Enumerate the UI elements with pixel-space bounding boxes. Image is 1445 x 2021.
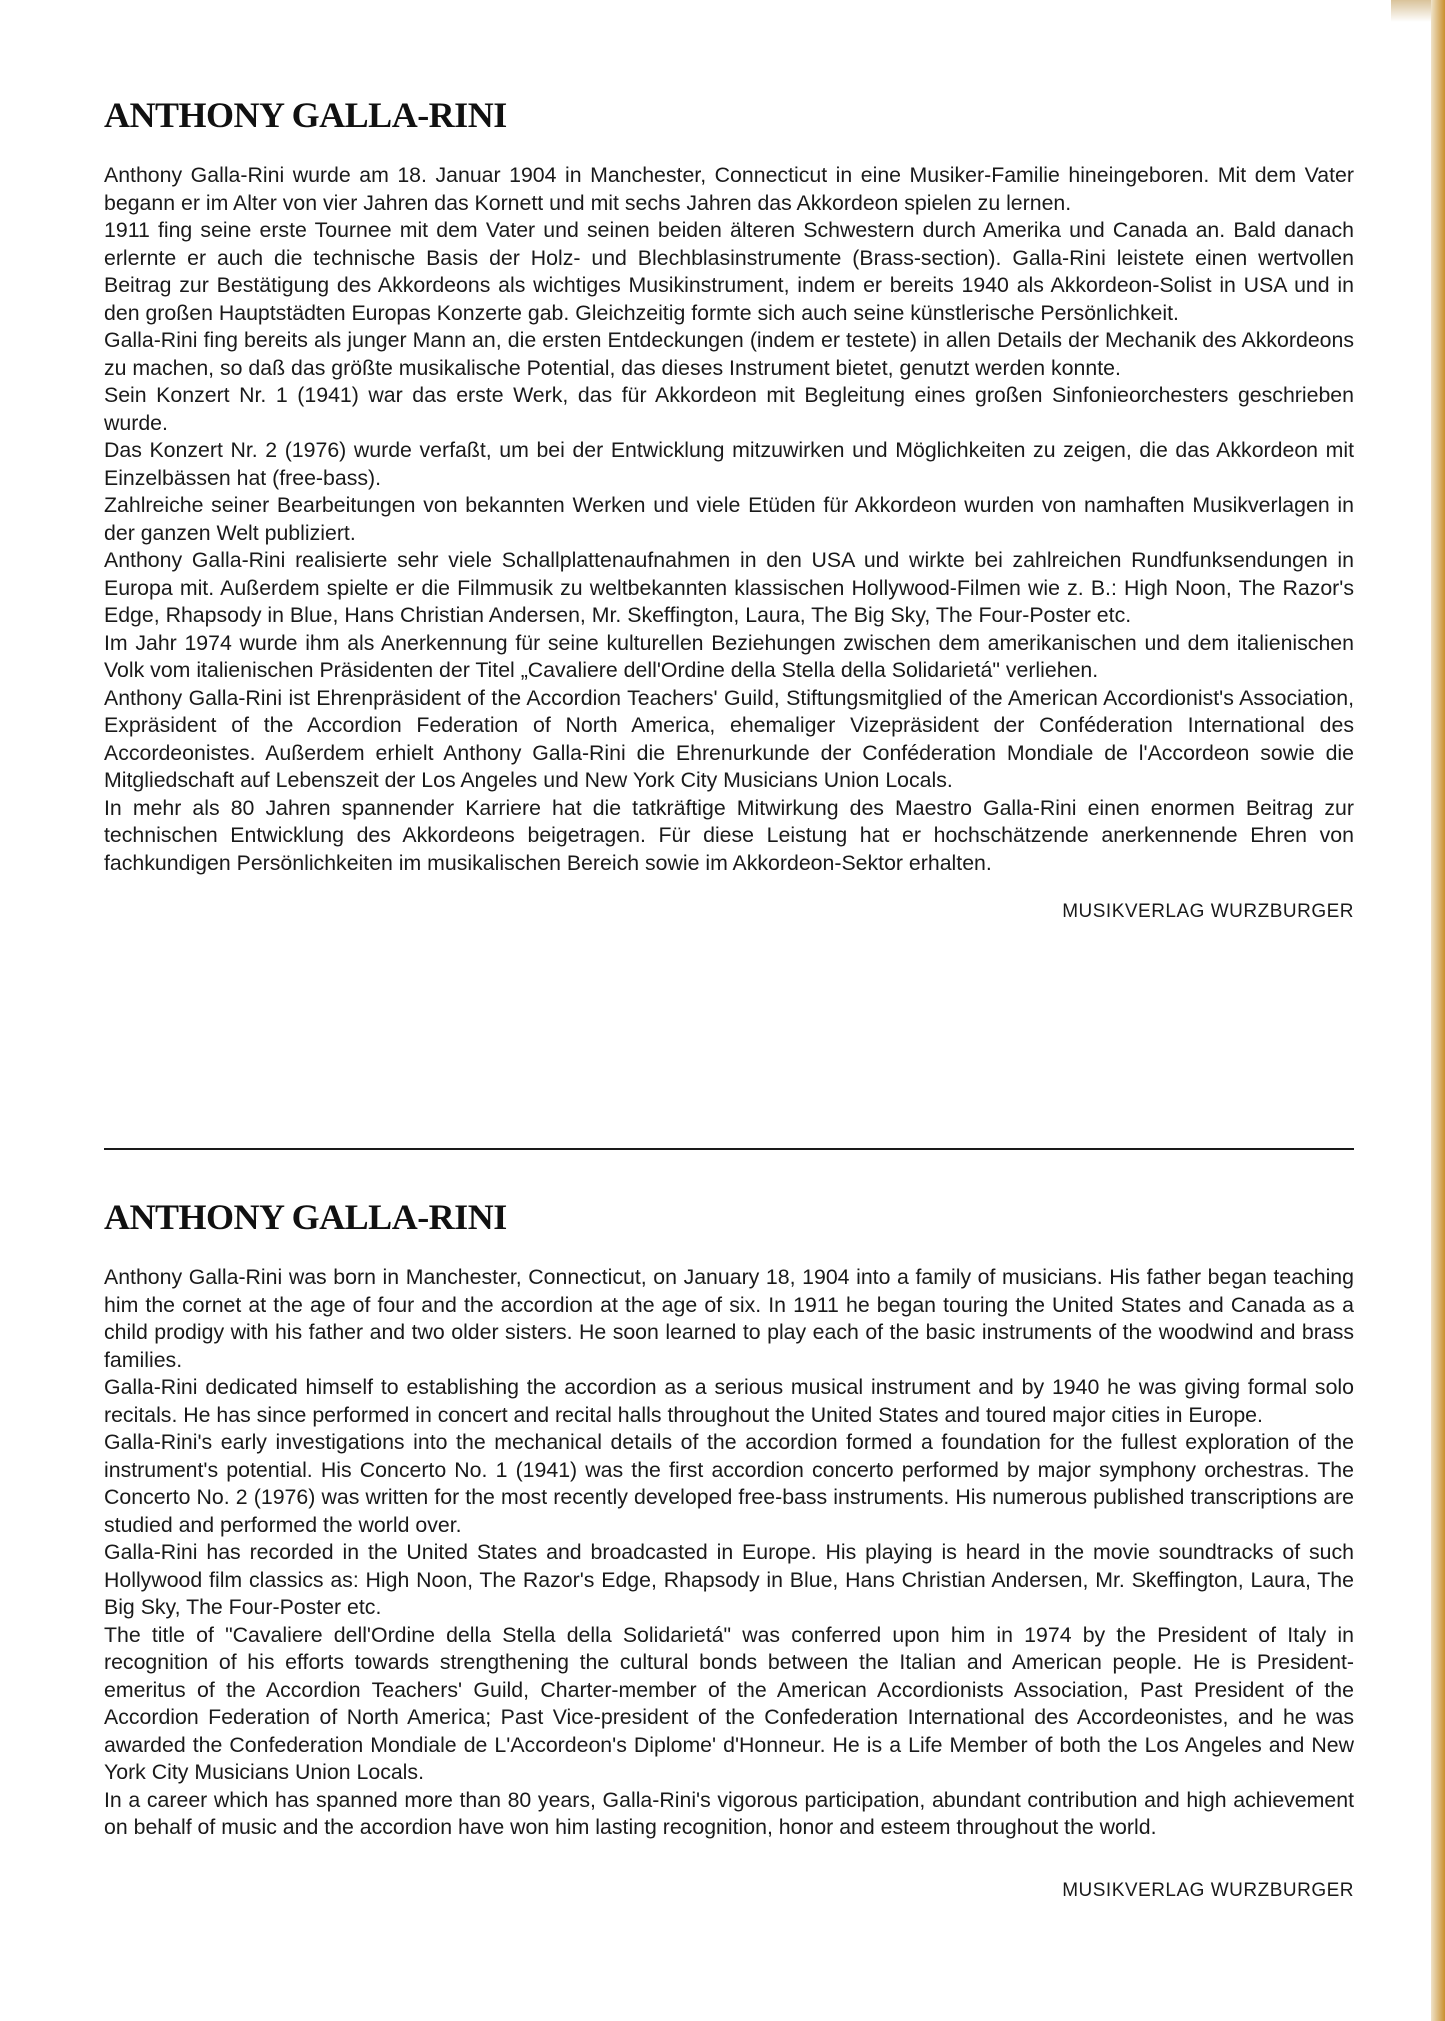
german-paragraph-3: Galla-Rini fing bereits als junger Mann an, die ersten Entdeckungen (indem er testete) in allen Details der Mechanik des Akkordeons zu machen, so daß das größte musikalische Potential, das dieses Instrument bietet, genutzt werden konnte.	[104, 328, 1354, 380]
page-edge-shadow	[1391, 0, 1431, 22]
german-paragraph-4: Sein Konzert Nr. 1 (1941) war das erste Werk, das für Akkordeon mit Begleitung eines großen Sinfonieorchesters geschrieben wurde.	[104, 383, 1354, 435]
section-divider	[104, 1148, 1354, 1150]
english-paragraph-6: In a career which has spanned more than 80 years, Galla-Rini's vigorous participation, abundant contribution and high achievement on behalf of music and the accordion have won him lasting recognition, honor and esteem throughout the world.	[104, 1787, 1354, 1839]
page-edge	[1431, 0, 1445, 2021]
german-paragraph-2: 1911 fing seine erste Tournee mit dem Vater und seinen beiden älteren Schwestern durch Amerika und Canada an. Bald danach erlernte er auch die technische Basis der Holz- und Blechblasinstrumente (Brass-section). Galla-Rini leistete einen wertvollen Beitrag zur Bestätigung des Akkordeons als wichtiges Musikinstrument, indem er bereits 1940 als Akkordeon-Solist in USA und in den großen Hauptstädten Europas Konzerte gab. Gleichzeitig formte sich auch seine künstlerische Persönlichkeit.	[104, 218, 1354, 325]
german-paragraph-1: Anthony Galla-Rini wurde am 18. Januar 1904 in Manchester, Connecticut in eine Musiker-Familie hineingeboren. Mit dem Vater begann er im Alter von vier Jahren das Kornett und mit sechs Jahren das Akkordeon spielen zu lernen.	[104, 163, 1354, 215]
english-title: ANTHONY GALLA-RINI	[104, 1197, 507, 1237]
german-paragraph-8: Im Jahr 1974 wurde ihm als Anerkennung für seine kulturellen Beziehungen zwischen dem amerikanischen und dem italienischen Volk vom italienischen Präsidenten der Titel „Cavaliere dell'Ordine della Stella della Solidarietá" verliehen.	[104, 630, 1354, 682]
german-paragraph-7: Anthony Galla-Rini realisierte sehr viele Schallplattenaufnahmen in den USA und wirkte bei zahlreichen Rundfunksendungen in Europa mit. Außerdem spielte er die Filmmusik zu weltbekannten klassischen Hollywood-Filmen wie z. B.: High Noon, The Razor's Edge, Rhapsody in Blue, Hans Christian Andersen, Mr. Skeffington, Laura, The Big Sky, The Four-Poster etc.	[104, 548, 1354, 627]
english-paragraph-4: Galla-Rini has recorded in the United States and broadcasted in Europe. His playing is heard in the movie soundtracks of such Hollywood film classics as: High Noon, The Razor's Edge, Rhapsody in Blue, Hans Christian Andersen, Mr. Skeffington, Laura, The Big Sky, The Four-Poster etc.	[104, 1540, 1354, 1619]
english-paragraph-2: Galla-Rini dedicated himself to establishing the accordion as a serious musical instrument and by 1940 he was giving formal solo recitals. He has since performed in concert and recital halls throughout the United States and toured major cities in Europe.	[104, 1375, 1354, 1427]
german-section	[104, 94, 1354, 923]
german-publisher: MUSIKVERLAG WURZBURGER	[1062, 901, 1354, 922]
english-paragraph-1: Anthony Galla-Rini was born in Manchester, Connecticut, on January 18, 1904 into a family of musicians. His father began teaching him the cornet at the age of four and the accordion at the age of six. In 1911 he began touring the United States and Canada as a child prodigy with his father and two older sisters. He soon learned to play each of the basic instruments of the woodwind and brass families.	[104, 1265, 1354, 1372]
german-title: ANTHONY GALLA-RINI	[104, 95, 507, 135]
german-paragraph-10: In mehr als 80 Jahren spannender Karriere hat die tatkräftige Mitwirkung des Maestro Galla-Rini einen enormen Beitrag zur technischen Entwicklung des Akkordeons beigetragen. Für diese Leistung hat er hochschätzende anerkennende Ehren von fachkundigen Persönlichkeiten im musikalischen Bereich sowie im Akkordeon-Sektor erhalten.	[104, 795, 1354, 875]
english-paragraph-3: Galla-Rini's early investigations into the mechanical details of the accordion formed a foundation for the fullest exploration of the instrument's potential. His Concerto No. 1 (1941) was the first accordion concerto performed by major symphony orchestras. The Concerto No. 2 (1976) was written for the most recently developed free-bass instruments. His numerous published transcriptions are studied and performed the world over.	[104, 1430, 1354, 1537]
english-publisher: MUSIKVERLAG WURZBURGER	[1062, 1879, 1354, 1901]
english-section	[104, 1196, 1354, 1902]
german-paragraph-9: Anthony Galla-Rini ist Ehrenpräsident of the Accordion Teachers' Guild, Stiftungsmitglied of the American Accordionist's Association, Expräsident of the Accordion Federation of North America, ehemaliger Vizepräsident der Conféderation International des Accordeonistes. Außerdem erhielt Anthony Galla-Rini die Ehrenurkunde der Conféderation Mondiale de l'Accordeon sowie die Mitgliedschaft auf Lebenszeit der Los Angeles und New York City Musicians Union Locals.	[104, 685, 1354, 792]
english-paragraph-5: The title of "Cavaliere dell'Ordine della Stella della Solidarietá" was conferred upon him in 1974 by the President of Italy in recognition of his efforts towards strengthening the cultural bonds between the Italian and American people. He is President-emeritus of the Accordion Teachers' Guild, Charter-member of the American Accordionists Association, Past President of the Accordion Federation of North America; Past Vice-president of the Confederation International des Accordeonistes, and he was awarded the Confederation Mondiale de L'Accordeon's Diplome' d'Honneur. He is a Life Member of both the Los Angeles and New York City Musicians Union Locals.	[104, 1622, 1354, 1784]
german-paragraph-5: Das Konzert Nr. 2 (1976) wurde verfaßt, um bei der Entwicklung mitzuwirken und Möglichkeiten zu zeigen, die das Akkordeon mit Einzelbässen hat (free-bass).	[104, 438, 1354, 490]
german-paragraph-6: Zahlreiche seiner Bearbeitungen von bekannten Werken und viele Etüden für Akkordeon wurden von namhaften Musikverlagen in der ganzen Welt publiziert.	[104, 493, 1354, 545]
